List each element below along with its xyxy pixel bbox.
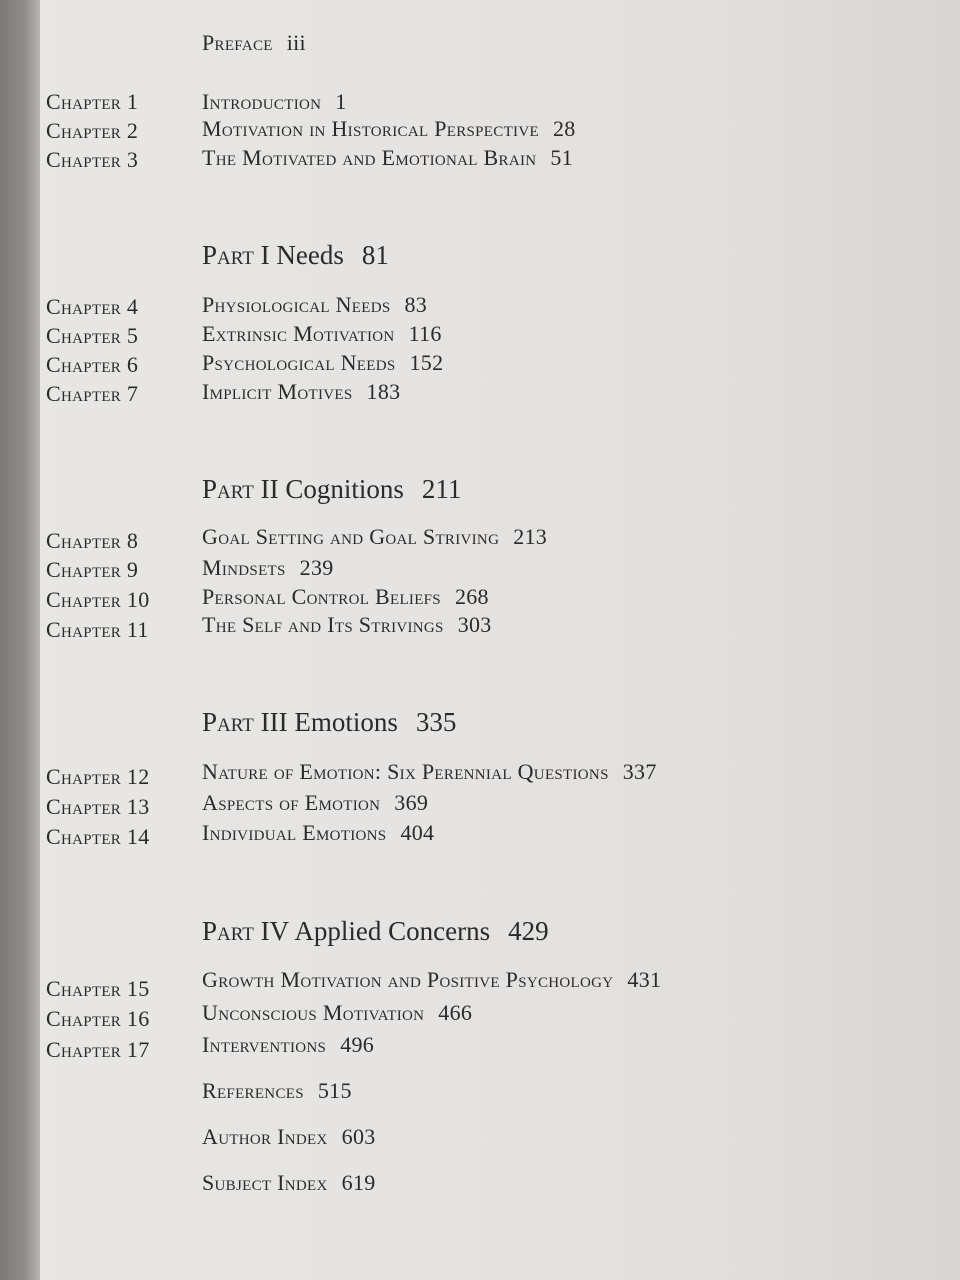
chapter-title-entry	[202, 116, 576, 142]
chapter-page: 496	[340, 1032, 375, 1057]
bleed-through-shading	[720, 0, 960, 1280]
part-page: 429	[508, 916, 549, 946]
chapter-page: 152	[409, 350, 444, 375]
chapter-page: 268	[454, 584, 489, 609]
chapter-number: Chapter 15	[46, 976, 150, 1001]
chapter-title-entry	[202, 321, 442, 347]
chapter-title: The Self and Its Strivings	[202, 612, 444, 637]
chapter-page: 239	[299, 555, 334, 580]
chapter-title-entry	[202, 555, 334, 581]
chapter-title-entry	[202, 145, 573, 171]
chapter-page: 369	[394, 790, 429, 815]
part-page: 211	[421, 474, 462, 504]
preface-page: iii	[286, 30, 306, 55]
chapter-title: Unconscious Motivation	[202, 1000, 425, 1025]
chapter-number: Chapter 12	[46, 764, 150, 789]
chapter-number: Chapter 14	[46, 824, 150, 849]
chapter-title: Mindsets	[202, 555, 286, 580]
chapter-page: 1	[335, 89, 347, 114]
part-page: 335	[415, 707, 457, 737]
part-heading	[202, 916, 549, 947]
chapter-number: Chapter 8	[46, 528, 139, 553]
chapter-title: Goal Setting and Goal Striving	[202, 524, 500, 549]
chapter-page: 404	[400, 820, 435, 845]
back-matter-entry	[202, 1124, 376, 1150]
chapter-title-entry	[202, 1032, 374, 1058]
chapter-page: 303	[457, 612, 492, 637]
chapter-page: 337	[622, 759, 657, 784]
chapter-title: Nature of Emotion: Six Perennial Questions	[202, 759, 609, 784]
chapter-title-entry	[202, 1000, 472, 1026]
chapter-number: Chapter 13	[46, 794, 150, 819]
chapter-title: Introduction	[202, 89, 322, 114]
chapter-number: Chapter 2	[46, 118, 139, 143]
chapter-title-entry	[202, 292, 427, 318]
chapter-title: Interventions	[202, 1032, 327, 1057]
chapter-number: Chapter 4	[46, 294, 139, 319]
part-name: Applied Concerns	[294, 916, 491, 946]
chapter-page: 116	[408, 321, 442, 346]
part-heading	[202, 707, 456, 738]
part-name: Needs	[276, 240, 344, 270]
part-prefix: Part I	[202, 240, 270, 270]
chapter-number: Chapter 17	[46, 1037, 150, 1062]
chapter-title-entry	[202, 790, 428, 816]
back-matter-page: 619	[341, 1170, 376, 1195]
chapter-title-entry	[202, 759, 657, 785]
chapter-number: Chapter 1	[46, 89, 139, 114]
chapter-title-entry	[202, 379, 400, 405]
chapter-title-entry	[202, 820, 434, 846]
chapter-page: 466	[438, 1000, 473, 1025]
part-name: Emotions	[294, 707, 398, 737]
preface-label: Preface	[202, 30, 273, 55]
chapter-number: Chapter 10	[46, 587, 150, 612]
part-heading	[202, 474, 461, 505]
back-matter-entry	[202, 1078, 352, 1104]
part-prefix: Part III	[202, 707, 288, 737]
chapter-title: The Motivated and Emotional Brain	[202, 145, 537, 170]
back-matter-title: References	[202, 1078, 304, 1103]
chapter-title: Growth Motivation and Positive Psychology	[202, 967, 614, 992]
chapter-title: Psychological Needs	[202, 350, 396, 375]
chapter-page: 213	[513, 524, 548, 549]
back-matter-entry	[202, 1170, 376, 1196]
chapter-title: Motivation in Historical Perspective	[202, 116, 539, 141]
part-name: Cognitions	[285, 474, 404, 504]
back-matter-title: Subject Index	[202, 1170, 328, 1195]
chapter-number: Chapter 3	[46, 147, 139, 172]
preface-entry	[202, 30, 306, 56]
chapter-number: Chapter 11	[46, 617, 149, 642]
back-matter-page: 515	[317, 1078, 352, 1103]
chapter-number: Chapter 5	[46, 323, 139, 348]
chapter-page: 431	[627, 967, 662, 992]
chapter-page: 51	[550, 145, 573, 170]
part-prefix: Part II	[202, 474, 279, 504]
chapter-page: 83	[404, 292, 428, 317]
chapter-title: Aspects of Emotion	[202, 790, 381, 815]
chapter-number: Chapter 16	[46, 1006, 150, 1031]
back-matter-title: Author Index	[202, 1124, 328, 1149]
chapter-number: Chapter 9	[46, 557, 139, 582]
chapter-page: 183	[366, 379, 401, 404]
chapter-title-entry	[202, 584, 489, 610]
chapter-page: 28	[552, 116, 576, 141]
chapter-title-entry	[202, 89, 347, 115]
part-page: 81	[361, 240, 389, 270]
chapter-title: Implicit Motives	[202, 379, 353, 404]
chapter-title-entry	[202, 524, 547, 550]
part-heading	[202, 240, 389, 271]
chapter-title-entry	[202, 612, 492, 638]
book-spine-shadow	[0, 0, 40, 1280]
chapter-title: Physiological Needs	[202, 292, 391, 317]
chapter-title: Personal Control Beliefs	[202, 584, 441, 609]
chapter-number: Chapter 7	[46, 381, 139, 406]
chapter-title: Individual Emotions	[202, 820, 387, 845]
chapter-title-entry	[202, 350, 443, 376]
chapter-title: Extrinsic Motivation	[202, 321, 395, 346]
chapter-number: Chapter 6	[46, 352, 139, 377]
part-prefix: Part IV	[202, 916, 290, 946]
chapter-title-entry	[202, 967, 661, 993]
back-matter-page: 603	[341, 1124, 376, 1149]
